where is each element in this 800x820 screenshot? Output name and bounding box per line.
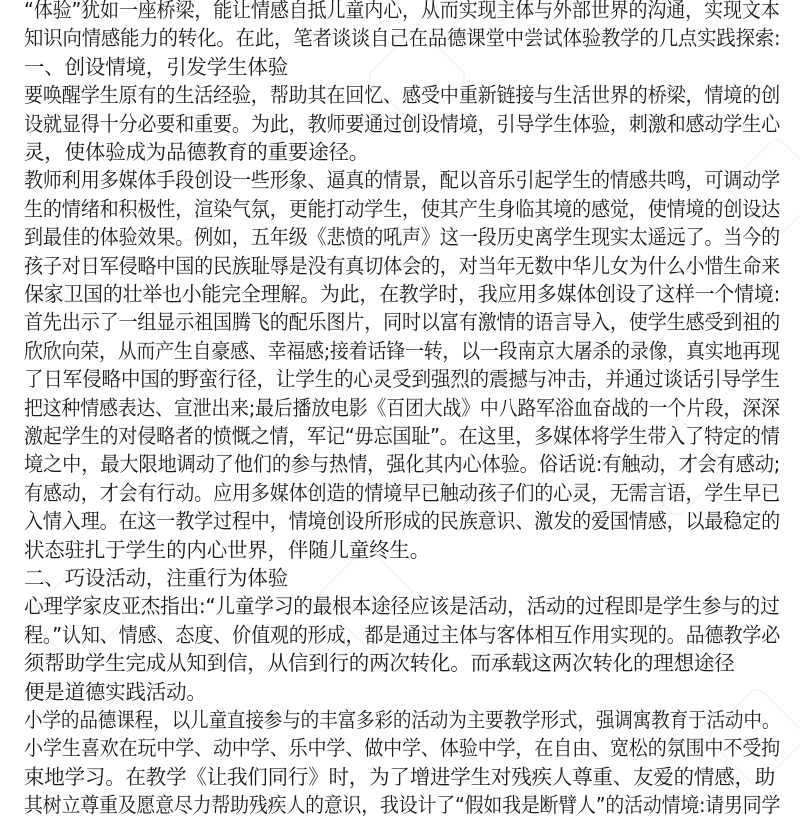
text-line: 灵，使体验成为品德教育的重要途径。 — [24, 140, 370, 164]
text-line: 孩子对日军侵略中国的民族耻辱是没有真切体会的，对当年无数中华儿女为什么小惜生命来 — [24, 253, 780, 278]
text-line: 束地学习。在教学《让我们同行》时，为了增进学生对残疾人尊重、友爱的情感，助 — [24, 764, 776, 789]
text-line: “体验”犹如一座桥梁，能让情感自抵儿童内心，从而实现主体与外部世界的沟通，实现文本 — [24, 0, 780, 22]
text-line: 小学的品德课程，以儿童直接参与的丰富多彩的活动为主要教学形式，强调寓教育于活动中。 — [24, 708, 781, 732]
text-line: 激起学生的对侵略者的愤慨之情，军记“毋忘国耻”。在这里，多媒体将学生带入了特定的情 — [24, 424, 780, 448]
text-line: 到最佳的体验效果。例如，五年级《悲愤的吼声》这一段历史离学生现实太遥远了。当今的 — [24, 225, 780, 250]
text-line: 设就显得十分必要和重要。为此，教师要通过创设情境，引导学生体验，刺激和感动学生心 — [24, 111, 780, 136]
text-line: 境之中，最大限地调动了他们的参与热情，强化其内心体验。俗话说:有触动，才会有感动; — [24, 452, 781, 477]
section-heading-1: 一、创设情境，引发学生体验 — [24, 54, 288, 79]
text-line: 知识向情感能力的转化。在此，笔者谈谈自己在品德课堂中尝试体验教学的几点实践探索: — [24, 26, 781, 51]
text-line: 程。”认知、情感、态度、价值观的形成，都是通过主体与客体相互作用实现的。品德教学必 — [24, 622, 781, 647]
text-line: 心理学家皮亚杰指出:“儿童学习的最根本途径应该是活动，活动的过程即是学生参与的过 — [24, 594, 780, 619]
text-line: 便是道德实践活动。 — [24, 679, 207, 704]
text-line: 了日军侵略中国的野蛮行径，让学生的心灵受到强烈的震撼与冲击，并通过谈话引导学生 — [24, 367, 780, 392]
text-line: 小学生喜欢在玩中学、动中学、乐中学、做中学、体验中学，在自由、宽松的氛围中不受拘 — [24, 736, 780, 761]
text-line: 欣欣向荣，从而产生自豪感、幸福感;接着话锋一转，以一段南京大屠杀的录像，真实地再现 — [24, 338, 780, 363]
text-line: 有感动，才会有行动。应用多媒体创造的情境早已触动孩子们的心灵，无需言语，学生早已 — [24, 480, 780, 505]
text-line: 首先出示了一组显示祖国腾飞的配乐图片，同时以富有激情的语言导入，使学生感受到祖的 — [24, 310, 780, 335]
text-line: 状态驻扎于学生的内心世界，伴随儿童终生。 — [24, 537, 430, 562]
text-line: 其树立尊重及愿意尽力帮助残疾人的意识，我设计了“假如我是断臂人”的活动情境:请男同学 — [24, 793, 781, 818]
text-line: 生的情绪和积极性，渲染气氛，更能打动学生，使其产生身临其境的感觉，使情境的创设达 — [24, 196, 780, 221]
text-line: 教师利用多媒体手段创设一些形象、逼真的情景，配以音乐引起学生的情感共鸣，可调动学 — [24, 168, 780, 193]
text-line: 把这种情感表达、宣泄出来;最后播放电影《百团大战》中八路军浴血奋战的一个片段，深深 — [24, 395, 780, 420]
text-line: 要唤醒学生原有的生活经验，帮助其在回忆、感受中重新链接与生活世界的桥梁，情境的创 — [24, 83, 780, 108]
section-heading-2: 二、巧设活动，注重行为体验 — [24, 566, 288, 590]
text-line: 保家卫国的壮举也小能完全理解。为此，在教学时，我应用多媒体创设了这样一个情境: — [24, 282, 781, 306]
text-line: 入情入理。在这一教学过程中，情境创设所形成的民族意识、激发的爱国情感，以最稳定的 — [24, 509, 780, 534]
text-line: 须帮助学生完成从知到信，从信到行的两次转化。而承载这两次转化的理想途径 — [24, 651, 735, 676]
